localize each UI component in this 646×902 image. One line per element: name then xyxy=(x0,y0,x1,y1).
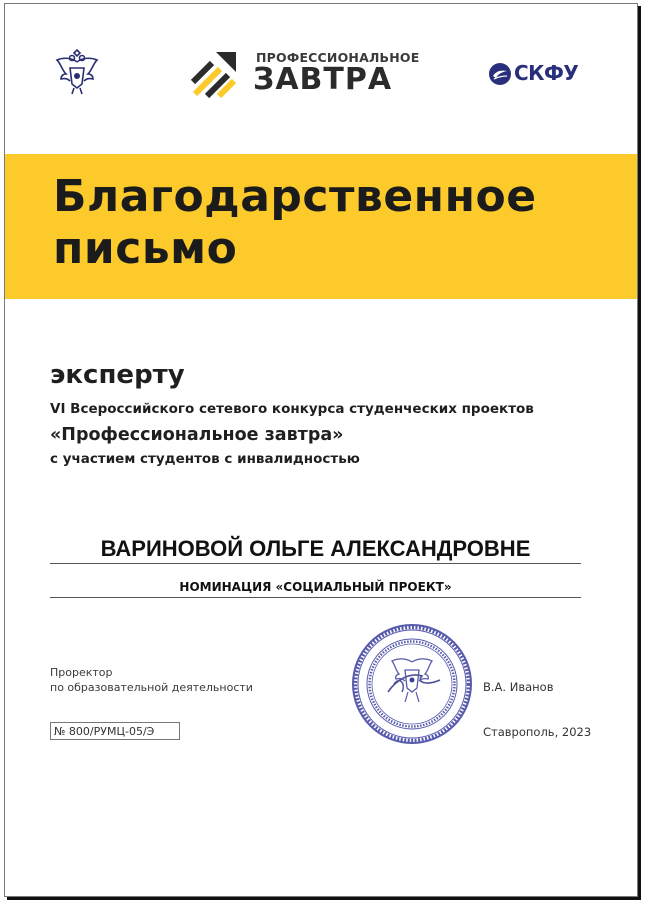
recipient-name: ВАРИНОВОЙ ОЛЬГЕ АЛЕКСАНДРОВНЕ xyxy=(50,536,581,564)
nomination: НОМИНАЦИЯ «СОЦИАЛЬНЫЙ ПРОЕКТ» xyxy=(50,580,581,598)
official-seal-icon xyxy=(350,622,474,746)
russian-coat-of-arms-icon xyxy=(52,48,102,98)
signer-title-line-2: по образовательной деятельности xyxy=(50,681,253,694)
skfu-logo xyxy=(488,60,598,88)
signer-name: В.А. Иванов xyxy=(483,680,554,694)
signer-title-line-1: Проректор xyxy=(50,666,113,679)
title-banner xyxy=(5,154,637,299)
logo-main-text: ЗАВТРА xyxy=(253,62,393,97)
skfu-logo-text: СКФУ xyxy=(514,61,579,85)
signer-title xyxy=(50,665,253,695)
logo-top-text: ПРОФЕССИОНАЛЬНОЕ xyxy=(256,50,420,65)
place-year: Ставрополь, 2023 xyxy=(483,725,592,739)
arrow-stripes-icon xyxy=(190,48,242,100)
title-line-2: письмо xyxy=(53,223,238,274)
contest-line-1: VI Всероссийского сетевого конкурса студенческих проектов xyxy=(50,401,534,417)
title-line-1: Благодарственное xyxy=(53,171,537,222)
skfu-emblem-icon xyxy=(488,62,512,86)
letter-title xyxy=(53,171,537,275)
document-number: № 800/РУМЦ-05/Э xyxy=(50,722,180,740)
logo-bar xyxy=(0,0,646,150)
contest-name: «Профессиональное завтра» xyxy=(50,425,344,445)
recipient-role: эксперту xyxy=(50,360,185,390)
contest-line-3: с участием студентов с инвалидностью xyxy=(50,451,360,467)
professional-tomorrow-logo xyxy=(190,48,420,100)
